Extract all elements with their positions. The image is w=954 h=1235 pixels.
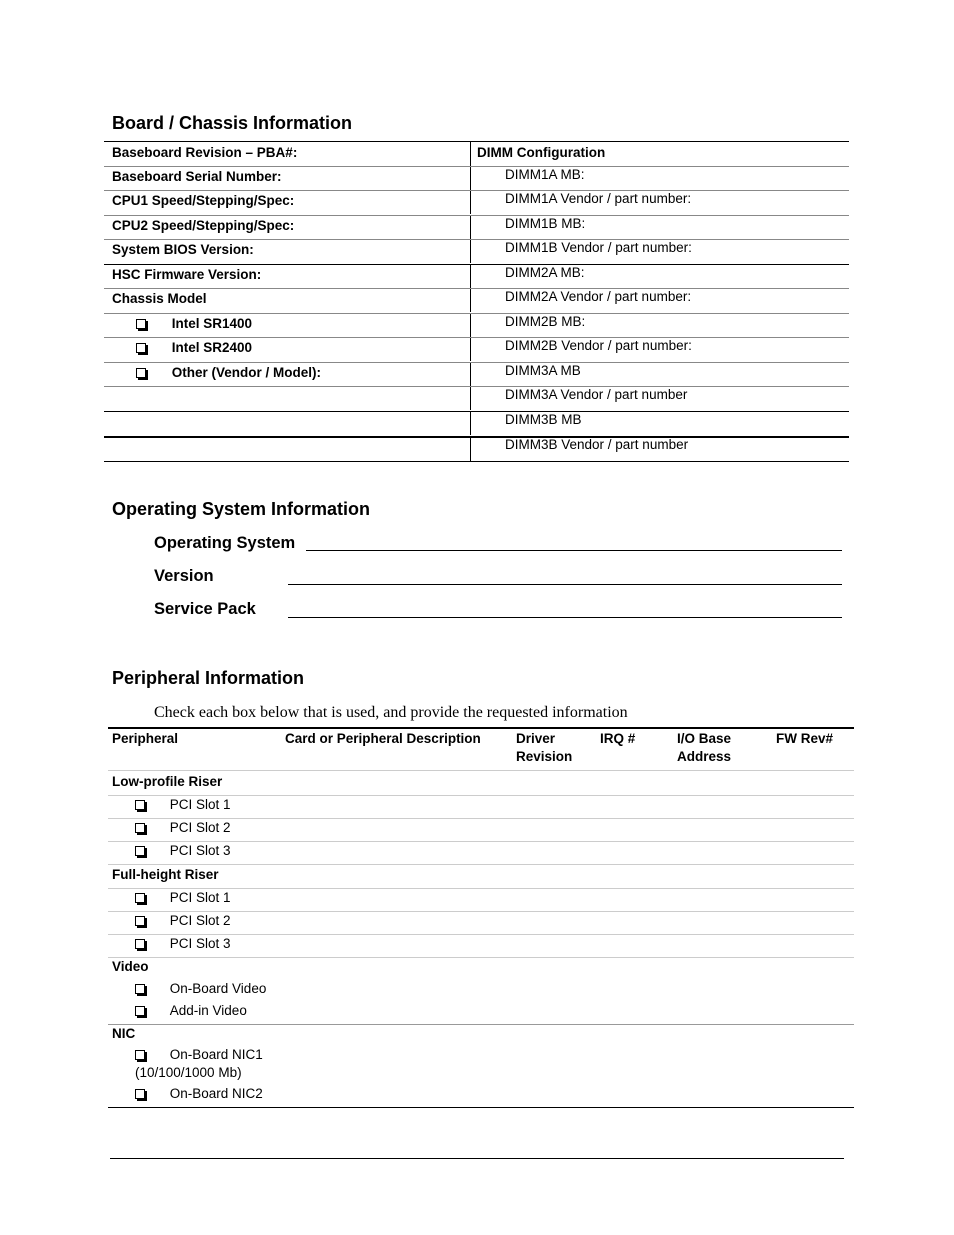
table-row bbox=[104, 215, 849, 239]
os-heading: Operating System Information bbox=[112, 499, 371, 519]
chassis-option-sr1400[interactable] bbox=[104, 313, 470, 337]
divider bbox=[108, 818, 854, 819]
col-driver: Driver bbox=[516, 731, 556, 746]
checkbox-icon[interactable] bbox=[135, 1006, 145, 1016]
item-label: On-Board NIC1 bbox=[169, 1047, 263, 1062]
dimm-cell: DIMM1B Vendor / part number: bbox=[470, 239, 849, 263]
version-input-line[interactable] bbox=[288, 584, 842, 585]
list-item[interactable] bbox=[135, 1003, 247, 1018]
col-io: Address bbox=[677, 749, 732, 764]
divider bbox=[108, 934, 854, 935]
col-driver: Revision bbox=[516, 749, 573, 764]
list-item[interactable] bbox=[135, 843, 231, 858]
group-nic: NIC bbox=[112, 1026, 136, 1041]
checkbox-icon[interactable] bbox=[136, 368, 146, 378]
list-item[interactable] bbox=[135, 913, 231, 928]
list-item[interactable] bbox=[135, 981, 266, 996]
footer-rule bbox=[110, 1158, 844, 1159]
table-row bbox=[104, 411, 849, 435]
table-row bbox=[104, 288, 849, 312]
divider bbox=[108, 1024, 854, 1025]
dimm-cell: DIMM2B Vendor / part number: bbox=[470, 337, 849, 361]
divider bbox=[104, 288, 849, 289]
dimm-cell: DIMM2A MB: bbox=[470, 264, 849, 288]
checkbox-icon[interactable] bbox=[135, 823, 145, 833]
checkbox-icon[interactable] bbox=[135, 939, 145, 949]
group-video: Video bbox=[112, 959, 149, 974]
divider bbox=[104, 215, 849, 216]
col-irq: IRQ # bbox=[600, 731, 636, 746]
dimm-cell: DIMM1B MB: bbox=[470, 215, 849, 239]
divider bbox=[108, 795, 854, 796]
table-row bbox=[104, 190, 849, 214]
list-item[interactable] bbox=[135, 1086, 263, 1101]
item-label: PCI Slot 1 bbox=[169, 890, 231, 905]
dimm-cell: DIMM3B MB bbox=[470, 411, 849, 435]
table-bottom-border bbox=[108, 1107, 854, 1108]
dimm-cell: DIMM2B MB: bbox=[470, 313, 849, 337]
board-left-cell: HSC Firmware Version: bbox=[112, 267, 262, 282]
divider bbox=[104, 190, 849, 191]
item-label: On-Board NIC2 bbox=[169, 1086, 263, 1101]
item-label: PCI Slot 1 bbox=[169, 797, 231, 812]
list-item[interactable] bbox=[135, 936, 231, 951]
dimm-cell: DIMM1A Vendor / part number: bbox=[470, 190, 849, 214]
dimm-header: DIMM Configuration bbox=[470, 142, 849, 166]
table-row bbox=[104, 386, 849, 410]
chassis-option-label: Intel SR1400 bbox=[171, 316, 253, 331]
dimm-cell: DIMM3B Vendor / part number bbox=[470, 436, 849, 461]
dimm-cell: DIMM2A Vendor / part number: bbox=[470, 288, 849, 312]
item-label: Add-in Video bbox=[169, 1003, 247, 1018]
divider bbox=[108, 864, 854, 865]
checkbox-icon[interactable] bbox=[135, 800, 145, 810]
checkbox-icon[interactable] bbox=[135, 893, 145, 903]
table-row bbox=[104, 166, 849, 190]
chassis-option-other[interactable] bbox=[104, 362, 470, 386]
divider bbox=[104, 337, 849, 338]
checkbox-icon[interactable] bbox=[136, 319, 146, 329]
item-label: PCI Slot 3 bbox=[169, 843, 231, 858]
board-left-cell: Chassis Model bbox=[112, 291, 207, 306]
peripheral-instruction: Check each box below that is used, and provide the requested information bbox=[154, 704, 628, 721]
col-peripheral: Peripheral bbox=[112, 731, 179, 746]
col-fw: FW Rev# bbox=[776, 731, 834, 746]
divider bbox=[104, 264, 849, 265]
item-label: PCI Slot 3 bbox=[169, 936, 231, 951]
item-label: PCI Slot 2 bbox=[169, 820, 231, 835]
nic1-note: (10/100/1000 Mb) bbox=[135, 1065, 242, 1080]
group-low-profile: Low-profile Riser bbox=[112, 774, 223, 789]
divider bbox=[104, 239, 849, 240]
chassis-option-sr2400[interactable] bbox=[104, 337, 470, 361]
list-item[interactable] bbox=[135, 820, 231, 835]
board-left-cell: System BIOS Version: bbox=[112, 242, 254, 257]
table-row bbox=[104, 264, 849, 288]
checkbox-icon[interactable] bbox=[136, 343, 146, 353]
board-left-cell: CPU2 Speed/Stepping/Spec: bbox=[112, 218, 295, 233]
os-field-label: Operating System bbox=[154, 534, 296, 552]
divider bbox=[108, 911, 854, 912]
col-description: Card or Peripheral Description bbox=[285, 731, 481, 746]
table-row bbox=[104, 142, 849, 166]
checkbox-icon[interactable] bbox=[135, 1089, 145, 1099]
list-item[interactable] bbox=[135, 797, 231, 812]
chassis-option-label: Intel SR2400 bbox=[171, 340, 253, 355]
board-heading: Board / Chassis Information bbox=[112, 113, 353, 133]
board-left-cell bbox=[104, 436, 470, 461]
table-row bbox=[104, 239, 849, 263]
table-top-border bbox=[108, 727, 854, 729]
peripheral-heading: Peripheral Information bbox=[112, 668, 305, 688]
divider bbox=[104, 411, 849, 412]
col-io: I/O Base bbox=[677, 731, 732, 746]
checkbox-icon[interactable] bbox=[135, 984, 145, 994]
divider bbox=[104, 386, 849, 387]
group-full-height: Full-height Riser bbox=[112, 867, 219, 882]
list-item[interactable] bbox=[135, 890, 231, 905]
board-left-cell: CPU1 Speed/Stepping/Spec: bbox=[112, 193, 295, 208]
table-row bbox=[104, 436, 849, 461]
list-item[interactable] bbox=[135, 1047, 263, 1062]
os-field-label: Version bbox=[154, 567, 214, 585]
dimm-cell: DIMM3A MB bbox=[470, 362, 849, 386]
checkbox-icon[interactable] bbox=[135, 1050, 145, 1060]
divider bbox=[108, 770, 854, 771]
os-field-label: Service Pack bbox=[154, 600, 256, 618]
dimm-cell: DIMM1A MB: bbox=[470, 166, 849, 190]
divider bbox=[104, 166, 849, 167]
divider bbox=[104, 436, 849, 438]
chassis-option-label: Other (Vendor / Model): bbox=[171, 365, 322, 380]
board-table bbox=[104, 141, 849, 462]
service-pack-input-line[interactable] bbox=[288, 617, 842, 618]
dimm-cell: DIMM3A Vendor / part number bbox=[470, 386, 849, 410]
board-left-cell: Baseboard Revision – PBA#: bbox=[112, 145, 298, 160]
board-left-cell: Baseboard Serial Number: bbox=[112, 169, 282, 184]
table-row bbox=[104, 362, 849, 386]
item-label: PCI Slot 2 bbox=[169, 913, 231, 928]
checkbox-icon[interactable] bbox=[135, 916, 145, 926]
divider bbox=[108, 841, 854, 842]
board-left-cell bbox=[104, 411, 470, 435]
divider bbox=[104, 362, 849, 363]
divider bbox=[108, 957, 854, 958]
item-label: On-Board Video bbox=[169, 981, 267, 996]
board-left-cell bbox=[104, 386, 470, 410]
table-row bbox=[104, 337, 849, 361]
checkbox-icon[interactable] bbox=[135, 846, 145, 856]
os-input-line[interactable] bbox=[306, 550, 842, 551]
divider bbox=[104, 313, 849, 314]
table-row bbox=[104, 313, 849, 337]
divider bbox=[108, 888, 854, 889]
